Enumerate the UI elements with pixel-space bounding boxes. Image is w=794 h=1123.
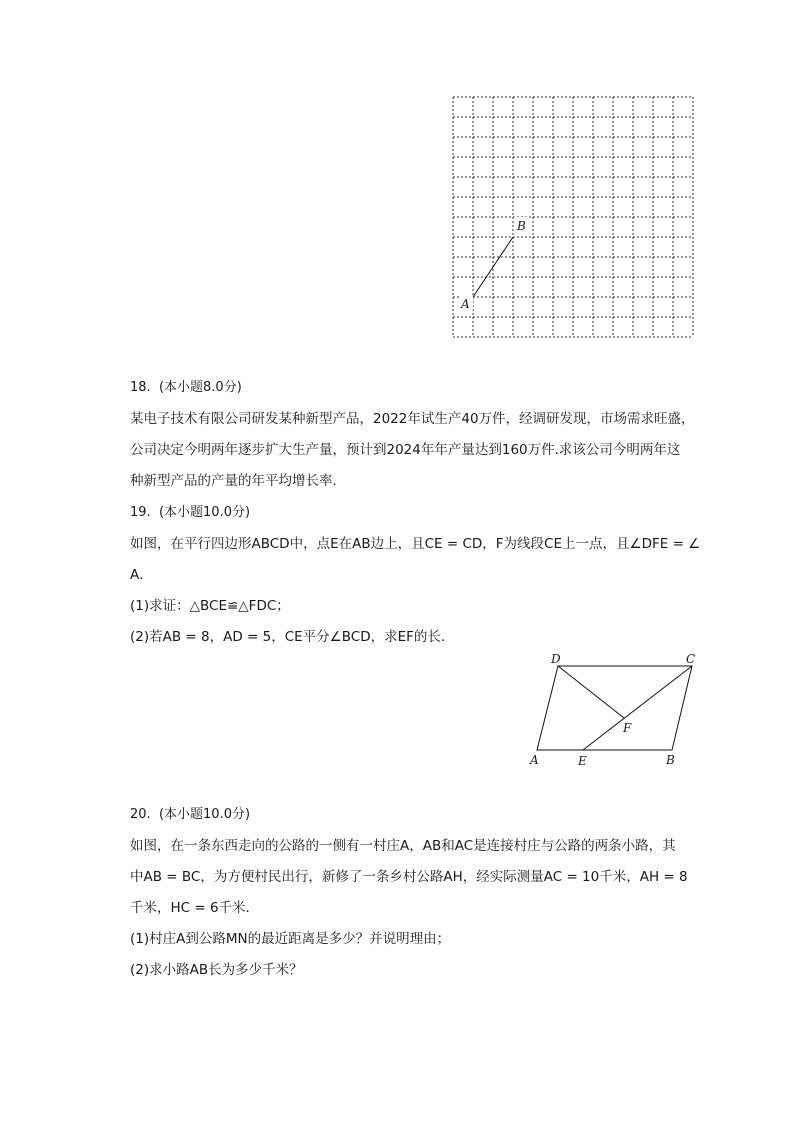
label-a: A bbox=[530, 753, 539, 767]
label-f: F bbox=[623, 721, 632, 735]
q20-line-5: (2)求小路AB长为多少千米？ bbox=[130, 962, 303, 978]
q19-number: 19. bbox=[130, 505, 151, 520]
q18-line-1: 某电子技术有限公司研发某种新型产品，2022年试生产40万件，经调研发现，市场需求旺盛， bbox=[130, 411, 695, 427]
label-e: E bbox=[578, 754, 587, 768]
q20-line-2: 中AB = BC，为方便村民出行，新修了一条乡村公路AH，经实际测量AC = 10千米，AH = 8 bbox=[130, 869, 688, 885]
q20-header bbox=[130, 805, 250, 825]
q19-header bbox=[130, 503, 250, 523]
q19-line-3: (1)求证：△BCE≌△FDC； bbox=[130, 598, 290, 614]
label-d: D bbox=[551, 652, 561, 666]
q18-number: 18. bbox=[130, 380, 151, 395]
label-b: B bbox=[666, 753, 675, 767]
label-b: B bbox=[517, 219, 526, 233]
segment-ce bbox=[583, 666, 692, 750]
dotted-grid bbox=[453, 97, 693, 337]
q19-score: (本小题10.0分) bbox=[158, 505, 251, 520]
q18-score: (本小题8.0分) bbox=[158, 380, 242, 395]
segment-df bbox=[558, 666, 624, 718]
q20-score: (本小题10.0分) bbox=[158, 807, 251, 822]
label-a: A bbox=[461, 297, 470, 311]
q19-line-4: (2)若AB = 8，AD = 5，CE平分∠BCD，求EF的长． bbox=[130, 629, 455, 645]
q20-line-3: 千米，HC = 6千米． bbox=[130, 900, 260, 916]
q18-header bbox=[130, 378, 242, 398]
parallelogram-figure bbox=[520, 648, 710, 773]
q19-line-1: 如图，在平行四边形ABCD中，点E在AB边上，且CE = CD，F为线段CE上一点，且∠DFE = ∠ bbox=[130, 536, 701, 552]
label-c: C bbox=[686, 652, 696, 666]
q18-line-2: 公司决定今明两年逐步扩大生产量，预计到2024年年产量达到160万件.求该公司今明两年这 bbox=[130, 442, 681, 458]
q18-line-3: 种新型产品的产量的年平均增长率． bbox=[130, 473, 346, 489]
grid-figure bbox=[448, 92, 700, 342]
q19-line-2: A． bbox=[130, 567, 153, 583]
q20-line-4: (1)村庄A到公路MN的最近距离是多少？并说明理由； bbox=[130, 931, 451, 947]
q20-number: 20. bbox=[130, 807, 151, 822]
q20-line-1: 如图，在一条东西走向的公路的一侧有一村庄A，AB和AC是连接村庄与公路的两条小路，其 bbox=[130, 838, 676, 854]
parallelogram-abcd bbox=[537, 666, 692, 750]
